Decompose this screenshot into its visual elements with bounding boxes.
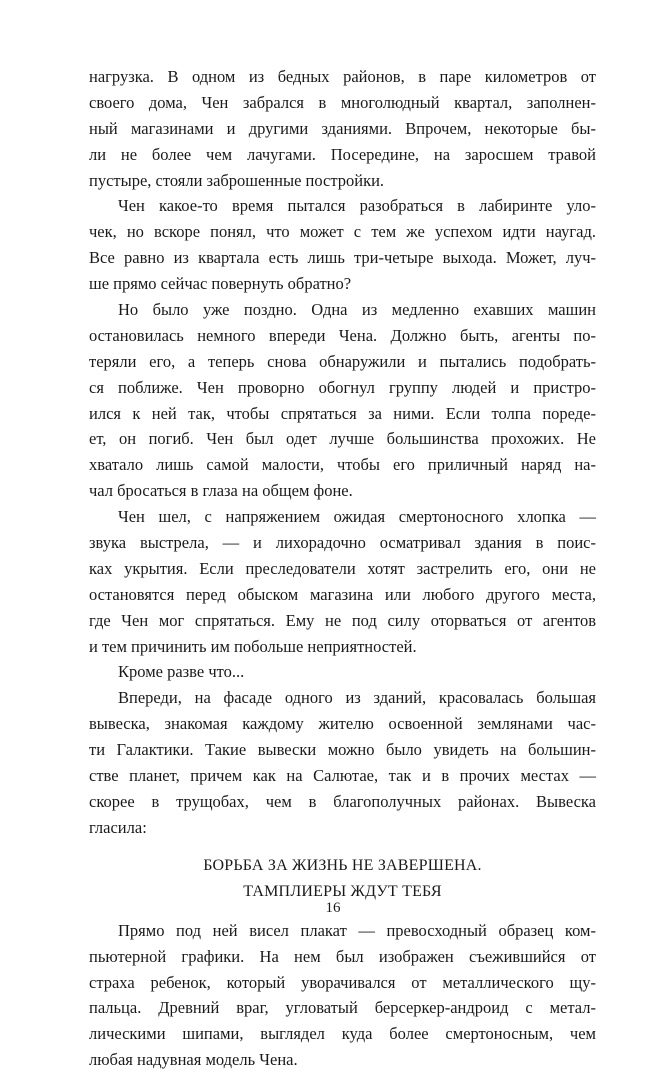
text-line: пьютерной графики. На нем был изображен съежившийся от	[89, 946, 596, 966]
text-line: ти Галактики. Такие вывески можно было увидеть на большин-	[89, 740, 596, 760]
text-line: Кроме разве что...	[118, 662, 245, 682]
text-line: ках укрытия. Если преследователи хотят застрелить его, они не	[89, 558, 596, 578]
sign-heading	[89, 853, 596, 905]
text-line: ет, он погиб. Чен был одет лучше большинства прохожих. Не	[89, 429, 596, 449]
text-line: ся поближе. Чен проворно обогнул группу людей и пристро-	[89, 377, 596, 397]
text-line: стве планет, причем как на Салютае, так и в прочих местах —	[89, 766, 596, 786]
text-line: Прямо под ней висел плакат — превосходный образец ком-	[118, 920, 596, 940]
text-line: остановилась немного впереди Чена. Должно быть, агенты по-	[89, 325, 596, 345]
text-line: скорее в трущобах, чем в благополучных районах. Вывеска	[89, 791, 596, 811]
paragraph	[89, 64, 596, 193]
text-line: остановятся перед обыском магазина или любого другого места,	[89, 584, 596, 604]
text-line: пальца. Древний враг, угловатый берсеркер-андроид с метал-	[89, 998, 596, 1018]
sign-heading-line-1: БОРЬБА ЗА ЖИЗНЬ НЕ ЗАВЕРШЕНА.	[203, 856, 482, 874]
text-line: гласила:	[89, 817, 147, 837]
text-line: пустыре, стояли заброшенные постройки.	[89, 170, 385, 190]
text-line: и тем причинить им побольше неприятностей.	[89, 636, 417, 656]
paragraph	[89, 685, 596, 840]
paragraph	[89, 659, 596, 685]
text-line: Но было уже поздно. Одна из медленно ехавших машин	[118, 300, 596, 320]
text-line: страха ребенок, который уворачивался от металлического щу-	[89, 972, 596, 992]
paragraph	[89, 193, 596, 297]
text-line: звука выстрела, — и лихорадочно осматривал здания в поис-	[89, 533, 596, 553]
text-line: вывеска, знакомая каждому жителю освоенной землянами час-	[89, 714, 596, 734]
paragraph	[89, 918, 596, 1073]
text-line: любая надувная модель Чена.	[89, 1050, 298, 1070]
sign-heading-line-2: ТАМПЛИЕРЫ ЖДУТ ТЕБЯ	[243, 882, 442, 900]
text-line: Чен шел, с напряжением ожидая смертоносного хлопка —	[118, 507, 596, 527]
text-line: Впереди, на фасаде одного из зданий, красовалась большая	[118, 688, 596, 708]
text-line: хватало лишь самой малости, чтобы его приличный наряд на-	[89, 455, 596, 475]
text-line: ился к ней так, чтобы спрятаться за ними. Если толпа поредe-	[89, 403, 596, 423]
text-line: ный магазинами и другими зданиями. Впрочем, некоторые бы-	[89, 118, 596, 138]
text-line: теряли его, а теперь снова обнаружили и пытались подобрать-	[89, 351, 596, 371]
text-line: чек, но вскоре понял, что может с тем же успехом идти наугад.	[89, 222, 596, 242]
text-line: нагрузка. В одном из бедных районов, в паре километров от	[89, 67, 596, 86]
body-text	[89, 64, 596, 1073]
paragraphs-before-sign	[89, 64, 596, 841]
text-line: чал бросаться в глаза на общем фоне.	[89, 481, 353, 501]
text-line: своего дома, Чен забрался в многолюдный квартал, заполнен-	[89, 92, 596, 112]
text-line: где Чен мог спрятаться. Ему не под силу оторваться от агентов	[89, 610, 596, 630]
paragraph	[89, 297, 596, 504]
text-line: Чен какое-то время пытался разобраться в лабиринте уло-	[118, 196, 596, 216]
text-line: ше прямо сейчас повернуть обратно?	[89, 274, 352, 294]
text-line: ли не более чем лачугами. Посередине, на заросшем травой	[89, 144, 596, 164]
page-number: 16	[325, 900, 341, 916]
text-line: лическими шипами, выглядел куда более смертоносным, чем	[89, 1024, 596, 1044]
paragraph	[89, 504, 596, 659]
text-line: Все равно из квартала есть лишь три-четыре выхода. Может, луч-	[89, 248, 596, 268]
paragraphs-after-sign	[89, 918, 596, 1073]
